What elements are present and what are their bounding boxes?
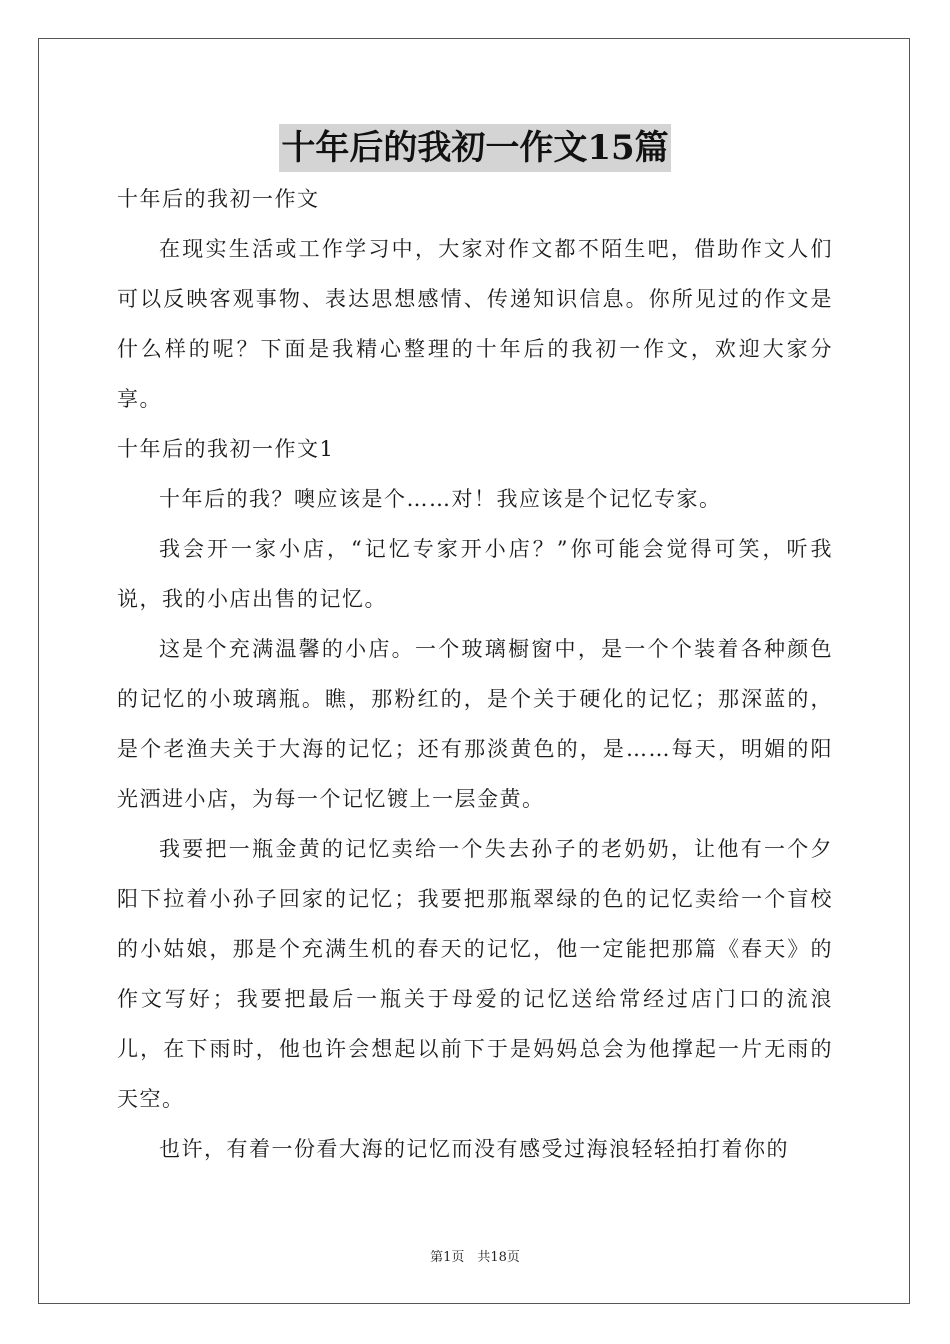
paragraph: 我要把一瓶金黄的记忆卖给一个失去孙子的老奶奶，让他有一个夕阳下拉着小孙子回家的记忆；我要把那瓶翠绿的色的记忆卖给一个盲校的小姑娘，那是个充满生机的春天的记忆，他一定能把那篇《春天》的作文写好；我要把最后一瓶关于母爱的记忆送给常经过店门口的流浪儿，在下雨时，他也许会想起以前下于是妈妈总会为他撑起一片无雨的天空。	[117, 837, 833, 1111]
paragraph: 这是个充满温馨的小店。一个玻璃橱窗中，是一个个装着各种颜色的记忆的小玻璃瓶。瞧，那粉红的，是个关于硬化的记忆；那深蓝的，是个老渔夫关于大海的记忆；还有那淡黄色的，是……每天，明媚的阳光洒进小店，为每一个记忆镀上一层金黄。	[117, 637, 833, 811]
paragraph: 也许，有着一份看大海的记忆而没有感受过海浪轻轻拍打着你的	[159, 1137, 789, 1161]
title-container	[0, 124, 950, 172]
paragraph: 十年后的我初一作文	[117, 187, 320, 211]
document-title: 十年后的我初一作文15篇	[279, 124, 670, 172]
paragraph: 我会开一家小店，“记忆专家开小店？”你可能会觉得可笑，听我说，我的小店出售的记忆。	[117, 537, 833, 611]
paragraph: 十年后的我初一作文1	[117, 437, 335, 461]
document-body	[117, 174, 833, 1174]
paragraph: 十年后的我？噢应该是个……对！我应该是个记忆专家。	[159, 487, 722, 511]
paragraph: 在现实生活或工作学习中，大家对作文都不陌生吧，借助作文人们可以反映客观事物、表达思想感情、传递知识信息。你所见过的作文是什么样的呢？下面是我精心整理的十年后的我初一作文，欢迎大家分享。	[117, 237, 833, 411]
page-footer: 第1页 共18页	[430, 1250, 520, 1265]
